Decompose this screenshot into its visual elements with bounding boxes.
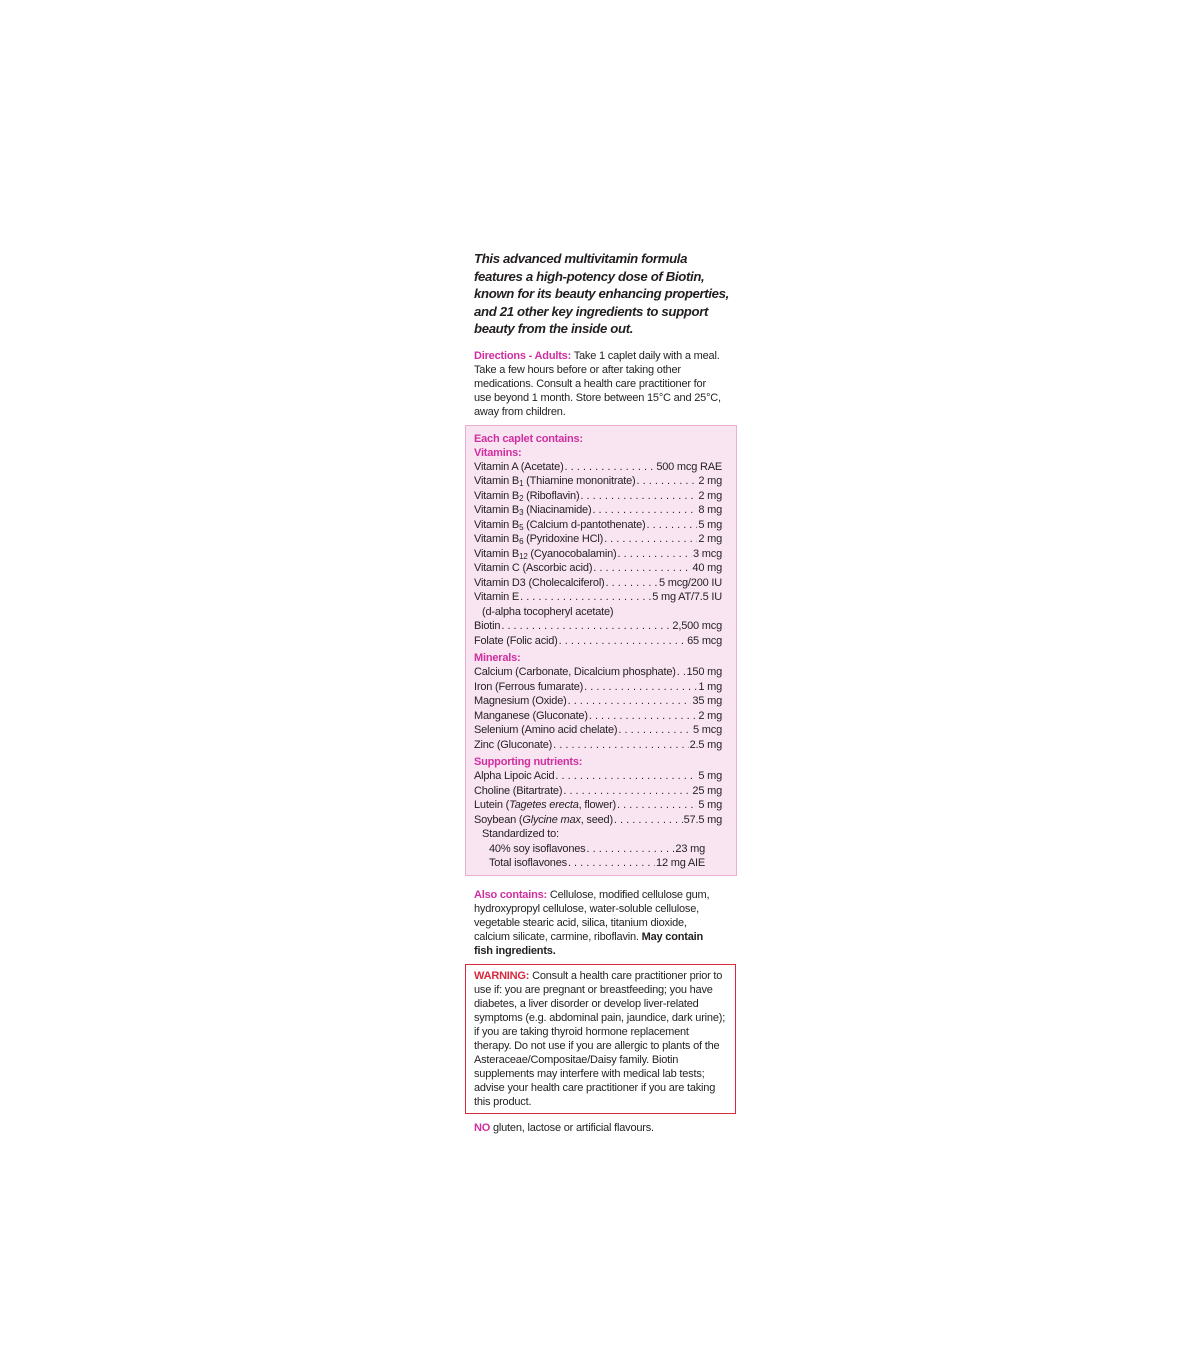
ingredient-amount: 5 mcg	[693, 724, 722, 737]
ingredient-name-part: Vitamin B	[474, 475, 520, 488]
ingredient-subscript: 2	[519, 493, 524, 503]
ingredient-amount: 2 mg	[698, 533, 722, 546]
ingredient-row	[474, 489, 722, 504]
ingredient-name: (d-alpha tocopheryl acetate)	[482, 605, 614, 618]
ingredient-name: Calcium (Carbonate, Dicalcium phosphate)	[474, 666, 676, 679]
intro-text: This advanced multivitamin formula features a high-potency dose of Biotin, known for its beauty enhancing properties, and 21 other key ingredients to support beauty from the inside out.	[474, 251, 729, 337]
ingredient-row	[474, 518, 722, 533]
dot-leader	[604, 532, 697, 546]
ingredient-amount: 2.5 mg	[689, 738, 722, 751]
ingredient-name-part: (Pyridoxine HCl)	[523, 533, 604, 546]
ingredient-name: Vitamin A (Acetate)	[474, 460, 564, 473]
ingredient-amount: 65 mcg	[687, 634, 722, 647]
directions-text: Take 1 caplet daily with a meal. Take a few hours before or after taking other medications. Consult a health care practitioner for use beyond 1 month. Store between 15°C and 25°C, away from children.	[474, 349, 721, 418]
ingredient-row	[474, 694, 722, 709]
free-from-line	[474, 1121, 737, 1135]
ingredient-name: Selenium (Amino acid chelate)	[474, 724, 618, 737]
ingredient-name-part: , seed)	[580, 813, 613, 826]
ingredient-row	[474, 769, 722, 784]
ingredient-name-part: Vitamin B	[474, 533, 520, 546]
ingredient-name: Vitamin C (Ascorbic acid)	[474, 562, 593, 575]
also-contains-block	[474, 888, 724, 958]
ingredient-row	[474, 842, 722, 857]
dot-leader	[580, 489, 697, 503]
ingredient-section	[474, 755, 722, 871]
dot-leader	[589, 709, 698, 723]
ingredient-name	[474, 489, 579, 503]
ingredient-subscript: 1	[519, 479, 524, 489]
ingredient-row	[474, 738, 722, 753]
ingredient-sections	[474, 446, 722, 871]
section-title: Minerals:	[474, 652, 521, 665]
free-from-label: NO	[474, 1121, 491, 1134]
warning-box	[465, 964, 736, 1114]
dot-leader	[617, 798, 697, 812]
dot-leader	[614, 813, 683, 827]
directions-block	[474, 349, 724, 419]
ingredient-row	[474, 605, 722, 620]
ingredient-name: Biotin	[474, 620, 501, 633]
ingredient-row	[474, 709, 722, 724]
ingredient-name-part: , flower)	[578, 799, 616, 812]
ingredient-section	[474, 446, 722, 649]
ingredients-box	[465, 425, 737, 876]
ingredient-amount: 2 mg	[698, 709, 722, 722]
ingredient-row	[474, 474, 722, 489]
ingredient-name	[474, 798, 616, 812]
ingredient-name	[474, 503, 591, 517]
ingredient-row	[474, 798, 722, 813]
ingredient-row	[474, 634, 722, 649]
ingredient-latin-name: Tagetes erecta	[509, 799, 579, 812]
free-from-text: gluten, lactose or artificial flavours.	[492, 1121, 654, 1134]
ingredient-amount: 40 mg	[692, 562, 722, 575]
ingredient-row	[474, 680, 722, 695]
ingredient-row	[474, 503, 722, 518]
warning-text: Consult a health care practitioner prior to use if: you are pregnant or breastfeeding; you have diabetes, a liver disorder or develop liver-related symptoms (e.g. abdominal pain, jaundice, dark urine); if you are taking thyroid hormone replacement therapy. Do not use if you are allergic to plants of the Asteraceae/Compositae/Daisy family. Biotin supplements may interfere with medical lab tests; advise your health care practitioner if you are taking this product.	[474, 969, 726, 1108]
dot-leader	[520, 590, 651, 604]
ingredient-name	[474, 474, 636, 488]
ingredient-name-part: (Cyanocobalamin)	[527, 547, 617, 560]
ingredient-row	[474, 856, 722, 871]
ingredient-name	[474, 532, 603, 546]
ingredient-name: Vitamin D3 (Cholecalciferol)	[474, 576, 605, 589]
ingredient-subscript: 12	[519, 551, 528, 561]
dot-leader	[586, 842, 674, 856]
ingredient-row	[474, 827, 722, 842]
ingredient-amount: 5 mg	[698, 518, 722, 531]
ingredient-name-part: Lutein (	[474, 799, 510, 812]
ingredient-name: Vitamin E	[474, 591, 520, 604]
ingredient-name: 40% soy isoflavones	[489, 842, 586, 855]
ingredients-header: Each caplet contains:	[474, 432, 583, 445]
ingredient-name-part: Vitamin B	[474, 518, 520, 531]
dot-leader	[593, 561, 691, 575]
ingredient-latin-name: Glycine max	[522, 813, 581, 826]
ingredient-amount: 12 mg AIE	[656, 857, 705, 870]
ingredient-name	[474, 547, 617, 561]
dot-leader	[677, 665, 686, 679]
ingredient-name: Folate (Folic acid)	[474, 634, 558, 647]
ingredient-amount: 25 mg	[692, 784, 722, 797]
ingredient-amount: 1 mg	[698, 680, 722, 693]
ingredient-name-part: Vitamin B	[474, 489, 520, 502]
dot-leader	[618, 723, 692, 737]
dot-leader	[618, 547, 693, 561]
ingredient-row	[474, 561, 722, 576]
also-contains-text: Cellulose, modified cellulose gum, hydroxypropyl cellulose, water-soluble cellulose, vegetable stearic acid, silica, titanium dioxide, calcium silicate, carmine, riboflavin.	[474, 888, 710, 943]
ingredient-subscript: 5	[519, 522, 524, 532]
ingredient-amount: 3 mcg	[693, 547, 722, 560]
ingredient-name: Standardized to:	[482, 828, 559, 841]
ingredient-row	[474, 547, 722, 562]
ingredient-row	[474, 460, 722, 475]
dot-leader	[592, 503, 697, 517]
ingredient-name-part: Vitamin B	[474, 504, 520, 517]
ingredient-amount: 8 mg	[698, 504, 722, 517]
warning-label: WARNING:	[474, 969, 530, 982]
ingredient-name: Iron (Ferrous fumarate)	[474, 680, 584, 693]
ingredient-row	[474, 590, 722, 605]
ingredient-amount: 35 mg	[692, 695, 722, 708]
dot-leader	[565, 460, 656, 474]
ingredient-name-part: (Niacinamide)	[523, 504, 592, 517]
ingredient-section	[474, 651, 722, 752]
ingredient-name-part: Vitamin B	[474, 547, 520, 560]
also-contains-label: Also contains:	[474, 888, 547, 901]
ingredient-amount: 5 mg	[698, 770, 722, 783]
dot-leader	[553, 738, 688, 752]
dot-leader	[606, 576, 658, 590]
dot-leader	[584, 680, 697, 694]
ingredient-amount: 5 mg	[698, 799, 722, 812]
ingredient-row	[474, 784, 722, 799]
ingredient-amount: 5 mg AT/7.5 IU	[652, 591, 722, 604]
ingredient-amount: 2 mg	[698, 489, 722, 502]
ingredient-amount: 150 mg	[686, 666, 722, 679]
fish-note: May contain fish ingredients.	[474, 930, 704, 957]
ingredient-name: Total isoflavones	[489, 857, 567, 870]
ingredient-row	[474, 619, 722, 634]
ingredient-name: Manganese (Gluconate)	[474, 709, 588, 722]
ingredient-amount: 5 mcg/200 IU	[658, 576, 722, 589]
ingredient-row	[474, 532, 722, 547]
ingredient-name: Alpha Lipoic Acid	[474, 770, 555, 783]
ingredient-name: Zinc (Gluconate)	[474, 738, 553, 751]
dot-leader	[647, 518, 698, 532]
ingredient-name-part: Soybean (	[474, 813, 523, 826]
dot-leader	[555, 769, 697, 783]
section-title: Vitamins:	[474, 446, 522, 459]
ingredient-row	[474, 723, 722, 738]
ingredient-amount: 2 mg	[698, 475, 722, 488]
ingredient-amount: 500 mcg RAE	[656, 460, 722, 473]
ingredient-name	[474, 518, 646, 532]
ingredient-name: Magnesium (Oxide)	[474, 695, 567, 708]
ingredient-name-part: (Riboflavin)	[523, 489, 580, 502]
ingredient-amount: 57.5 mg	[683, 813, 722, 826]
ingredient-amount: 23 mg	[675, 842, 705, 855]
dot-leader	[568, 694, 692, 708]
ingredient-row	[474, 576, 722, 591]
ingredient-amount: 2,500 mcg	[672, 620, 722, 633]
directions-label: Directions - Adults:	[474, 349, 572, 362]
ingredient-name	[474, 813, 613, 827]
ingredient-name: Choline (Bitartrate)	[474, 784, 563, 797]
dot-leader	[637, 474, 698, 488]
ingredient-subscript: 6	[519, 537, 524, 547]
dot-leader	[501, 619, 671, 633]
dot-leader	[563, 784, 691, 798]
ingredient-row	[474, 813, 722, 828]
dot-leader	[568, 856, 655, 870]
ingredient-subscript: 3	[519, 508, 524, 518]
ingredient-name-part: (Calcium d-pantothenate)	[523, 518, 646, 531]
dot-leader	[559, 634, 687, 648]
ingredient-row	[474, 665, 722, 680]
section-title: Supporting nutrients:	[474, 756, 583, 769]
ingredient-name-part: (Thiamine mononitrate)	[523, 475, 636, 488]
label-panel	[465, 250, 737, 1135]
